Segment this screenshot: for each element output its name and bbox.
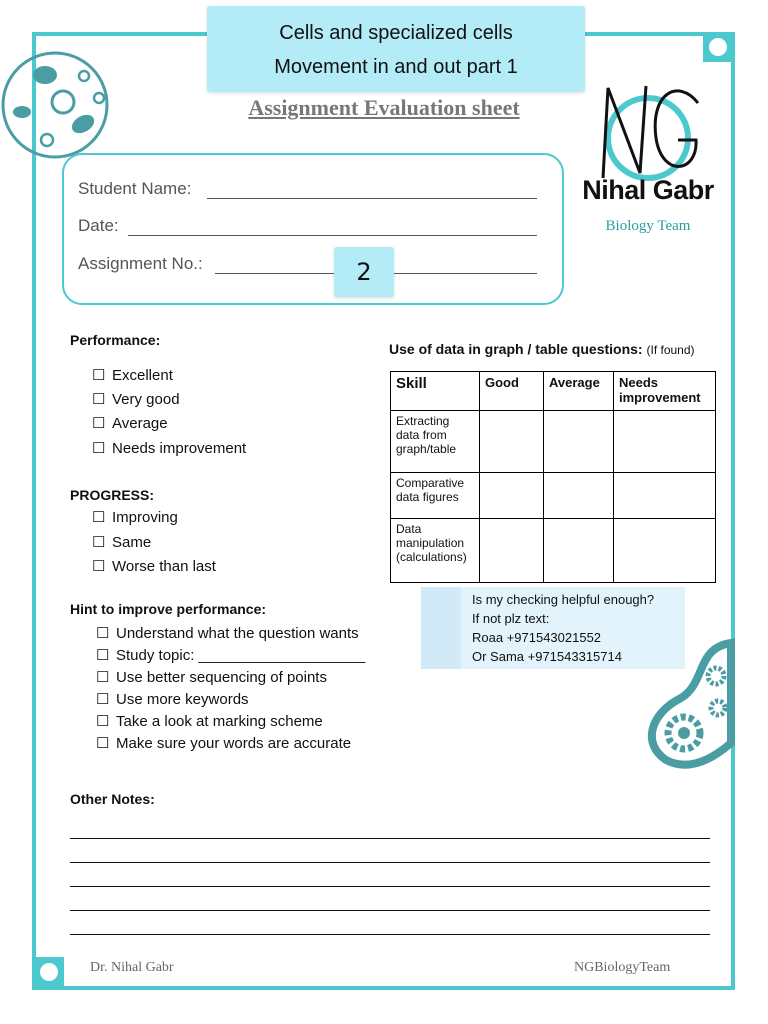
progress-heading: PROGRESS:: [70, 487, 155, 503]
notes-line[interactable]: [70, 934, 710, 935]
rating-cell[interactable]: [480, 411, 544, 473]
assignment-number: 2: [334, 247, 394, 297]
rating-cell[interactable]: [614, 411, 716, 473]
performance-option[interactable]: ☐ Very good: [92, 391, 180, 408]
progress-option[interactable]: ☐ Worse than last: [92, 558, 216, 575]
date-field[interactable]: [128, 235, 537, 236]
column-header: Needs improvement: [614, 372, 716, 411]
logo-team: Biology Team: [605, 218, 691, 234]
checkbox[interactable]: ☐: [96, 669, 110, 686]
hints-heading: Hint to improve performance:: [70, 601, 267, 617]
help-line: If not plz text:: [472, 611, 550, 626]
notes-line[interactable]: [70, 910, 710, 911]
data-use-note: (If found): [646, 343, 695, 357]
performance-option[interactable]: ☐ Excellent: [92, 367, 173, 384]
title-line-2: Movement in and out part 1: [274, 56, 518, 78]
gear-cell-decoration: [636, 638, 736, 773]
performance-option[interactable]: ☐ Needs improvement: [92, 440, 247, 457]
rating-cell[interactable]: [614, 473, 716, 519]
performance-option[interactable]: ☐ Average: [92, 415, 168, 432]
hint-option[interactable]: ☐ Use more keywords: [96, 691, 249, 708]
help-line: Is my checking helpful enough?: [472, 592, 655, 607]
checkbox[interactable]: ☐: [92, 391, 106, 408]
corner-ornament-top-right: [703, 32, 733, 62]
notes-line[interactable]: [70, 862, 710, 863]
other-notes-heading: Other Notes:: [70, 791, 155, 807]
rating-cell[interactable]: [544, 411, 614, 473]
performance-heading: Performance:: [70, 332, 161, 348]
help-text: [472, 590, 654, 666]
student-name-field[interactable]: [207, 198, 537, 199]
checkbox[interactable]: ☐: [96, 735, 110, 752]
footer-right: NGBiologyTeam: [574, 960, 671, 975]
checkbox[interactable]: ☐: [92, 558, 106, 575]
checkbox[interactable]: ☐: [92, 509, 106, 526]
checkbox[interactable]: ☐: [92, 367, 106, 384]
progress-option[interactable]: ☐ Improving: [92, 509, 178, 526]
footer-left: Dr. Nihal Gabr: [90, 960, 174, 975]
student-name-label: Student Name:: [78, 179, 192, 198]
skill-cell: Extracting data from graph/table: [391, 411, 480, 473]
logo-name: Nihal Gabr: [582, 175, 714, 205]
data-skills-table: [390, 371, 716, 583]
notes-line[interactable]: [70, 838, 710, 839]
checkbox[interactable]: ☐: [92, 440, 106, 457]
column-header: Skill: [391, 372, 480, 411]
help-line: Roaa +971543021552: [472, 630, 602, 645]
help-strip: [421, 587, 461, 669]
help-line: Or Sama +971543315714: [472, 649, 622, 664]
hint-option[interactable]: ☐ Use better sequencing of points: [96, 669, 327, 686]
ng-logo-icon: [578, 68, 718, 238]
hint-option[interactable]: ☐ Take a look at marking scheme: [96, 713, 323, 730]
sheet-title: Assignment Evaluation sheet: [248, 95, 520, 120]
corner-ornament-bottom-left: [34, 957, 64, 987]
checkbox[interactable]: ☐: [96, 625, 110, 642]
checkbox[interactable]: ☐: [96, 691, 110, 708]
checkbox[interactable]: ☐: [92, 415, 106, 432]
checkbox[interactable]: ☐: [96, 713, 110, 730]
data-use-heading: Use of data in graph / table questions: (If found): [389, 341, 695, 357]
rating-cell[interactable]: [480, 473, 544, 519]
date-label: Date:: [78, 216, 119, 235]
rating-cell[interactable]: [544, 519, 614, 583]
column-header: Good: [480, 372, 544, 411]
title-banner: [207, 6, 585, 92]
skill-cell: Data manipulation (calculations): [391, 519, 480, 583]
notes-line[interactable]: [70, 886, 710, 887]
rating-cell[interactable]: [614, 519, 716, 583]
hint-option[interactable]: ☐ Make sure your words are accurate: [96, 735, 352, 752]
progress-option[interactable]: ☐ Same: [92, 534, 152, 551]
column-header: Average: [544, 372, 614, 411]
student-info-box: [62, 153, 564, 305]
rating-cell[interactable]: [480, 519, 544, 583]
title-line-1: Cells and specialized cells: [279, 22, 513, 44]
hint-option[interactable]: ☐ Study topic: ____________________: [96, 647, 366, 664]
assignment-label: Assignment No.:: [78, 254, 203, 273]
checkbox[interactable]: ☐: [96, 647, 110, 664]
checkbox[interactable]: ☐: [92, 534, 106, 551]
rating-cell[interactable]: [544, 473, 614, 519]
hint-option[interactable]: ☐ Understand what the question wants: [96, 625, 359, 642]
skill-cell: Comparative data figures: [391, 473, 480, 519]
